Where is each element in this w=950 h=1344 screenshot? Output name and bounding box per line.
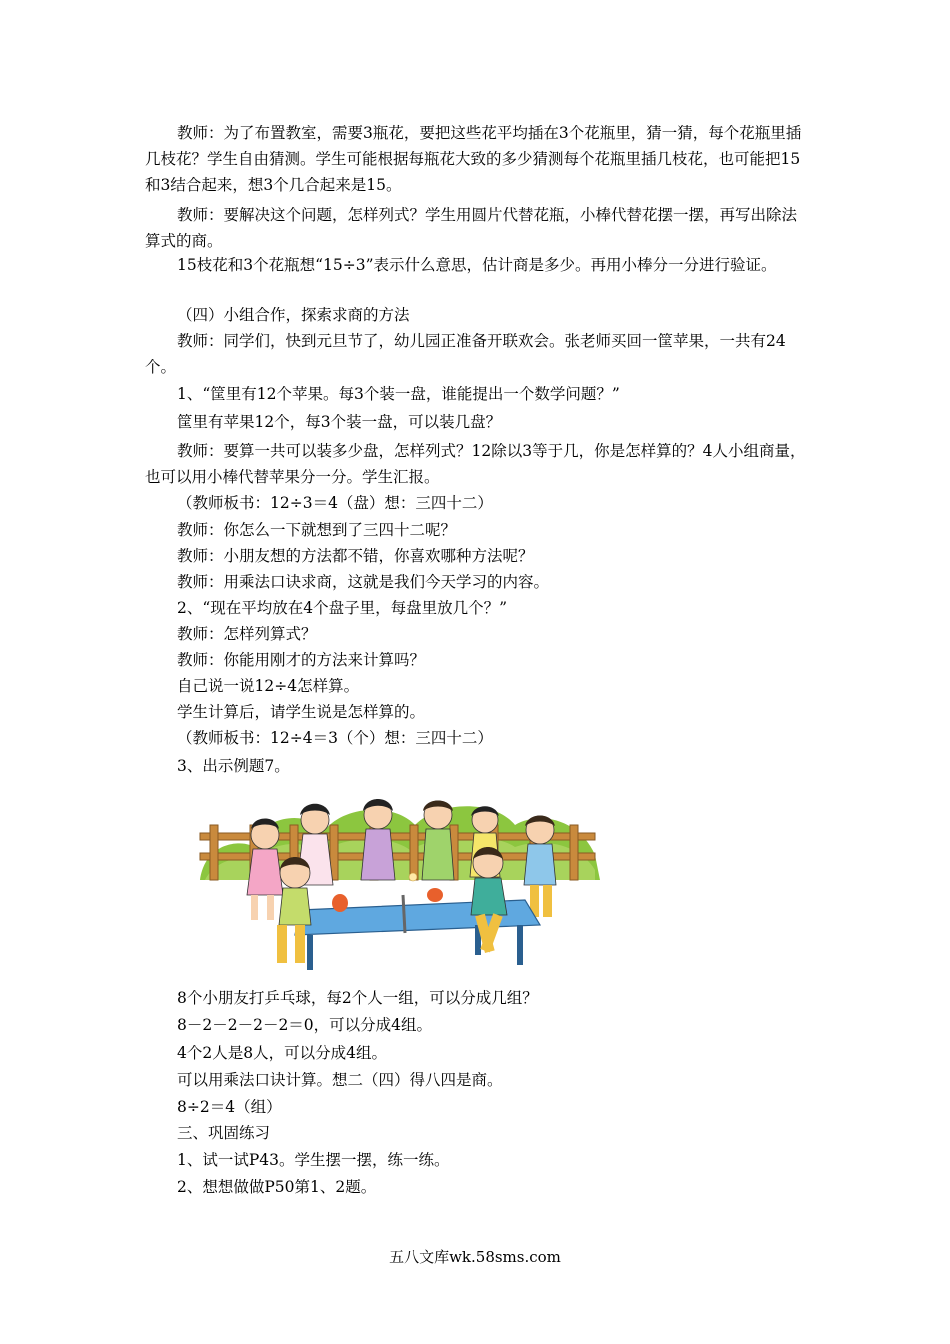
paragraph-how-to-write: 教师：要解决这个问题，怎样列式？学生用圆片代替花瓶，小棒代替花摆一摆，再写出除法算式的商。: [145, 206, 798, 250]
text-line: （教师板书：12÷3＝4（盘）想：三四十二）: [177, 494, 493, 512]
text-line: 筐里有苹果12个，每3个装一盘，可以装几盘？: [177, 413, 502, 431]
text-line: 2、“现在平均放在4个盘子里，每盘里放几个？”: [177, 599, 508, 617]
text-line: 4个2人是8人，可以分成4组。: [177, 1044, 387, 1062]
text-line: （教师板书：12÷4＝3（个）想：三四十二）: [177, 729, 493, 747]
text-line: 教师：用乘法口诀求商，这就是我们今天学习的内容。: [177, 573, 550, 591]
text-line: 教师：小朋友想的方法都不错，你喜欢哪种方法呢？: [177, 547, 534, 565]
text-line: 教师：你怎么一下就想到了三四十二呢？: [177, 521, 457, 539]
text-line: 8－2－2－2－2＝0，可以分成4组。: [177, 1016, 433, 1034]
section-heading-practice: 三、巩固练习: [177, 1124, 271, 1142]
text-line: 1、试一试P43。学生摆一摆，练一练。: [177, 1151, 450, 1169]
paragraph-guess-flowers: 教师：为了布置教室，需要3瓶花，要把这些花平均插在3个花瓶里，猜一猜，每个花瓶里插几枝花？学生自由猜测。学生可能根据每瓶花大致的多少猜测每个花瓶里插几枝花，也可能把15和3结合起来，想3个几合起来是15。: [145, 124, 802, 194]
section-heading-group-work: （四）小组合作，探索求商的方法: [177, 306, 410, 324]
text-line: 1、“筐里有12个苹果。每3个装一盘，谁能提出一个数学问题？”: [177, 385, 620, 403]
text-line: 3、出示例题7。: [177, 757, 290, 775]
text-line: 可以用乘法口诀计算。想二（四）得八四是商。: [177, 1071, 503, 1089]
text-line: 2、想想做做P50第1、2题。: [177, 1178, 377, 1196]
paragraph-estimate-quotient: 15枝花和3个花瓶想“15÷3”表示什么意思，估计商是多少。再用小棒分一分进行验证。: [177, 256, 777, 274]
text-line: 教师：怎样列算式？: [177, 625, 317, 643]
footer-watermark: 五八文库wk.58sms.com: [389, 1248, 561, 1266]
ping-pong-illustration: [195, 785, 600, 975]
text-line: 学生计算后，请学生说是怎样算的。: [177, 703, 426, 721]
text-line: 8个小朋友打乒乓球，每2个人一组，可以分成几组？: [177, 989, 538, 1007]
text-line: 8÷2＝4（组）: [177, 1098, 282, 1116]
text-line: 自己说一说12÷4怎样算。: [177, 677, 360, 695]
paragraph-apples-intro: 教师：同学们，快到元旦节了，幼儿园正准备开联欢会。张老师买回一筐苹果，一共有24个。: [145, 332, 786, 376]
text-line: 教师：你能用刚才的方法来计算吗？: [177, 651, 426, 669]
paragraph-how-to-calc: 教师：要算一共可以装多少盘，怎样列式？12除以3等于几，你是怎样算的？4人小组商量，也可以用小棒代替苹果分一分。学生汇报。: [145, 442, 806, 486]
